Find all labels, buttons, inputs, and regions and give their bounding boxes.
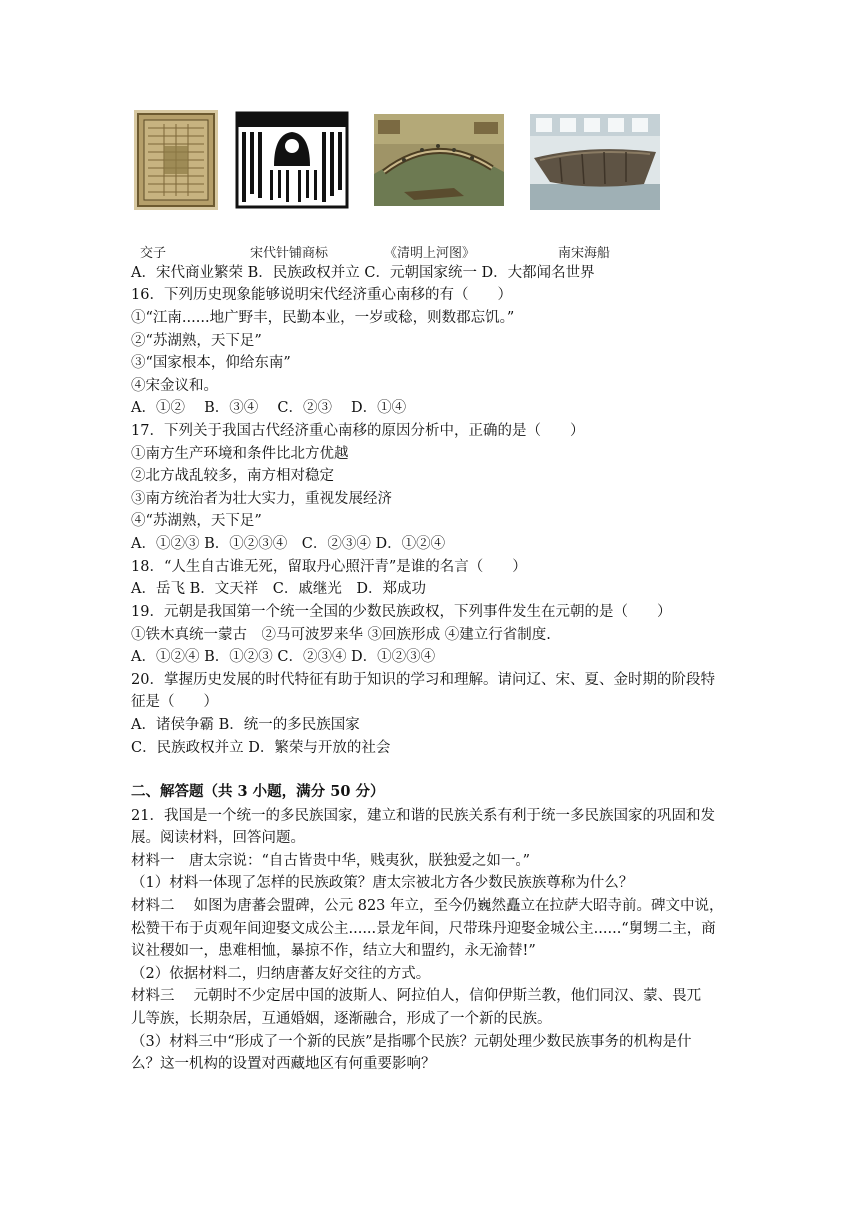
caption-qingming: 《清明上河图》: [384, 246, 476, 261]
figure-strip: [130, 110, 670, 260]
q16-options: A．①② B．③④ C．②③ D．①④: [131, 400, 407, 416]
q16-item-1: ①“江南......地广野丰，民勤本业，一岁或稔，则数郡忘饥。”: [131, 310, 515, 326]
q16-stem: 16．下列历史现象能够说明宋代经济重心南移的有（ ）: [131, 287, 512, 303]
q21-sub-3-line-2: 么？这一机构的设置对西藏地区有何重要影响？: [131, 1056, 436, 1072]
material-2-line-3: 议社稷如一，患难相恤，暴掠不作，结立大和盟约，永无渝替!”: [131, 943, 536, 959]
q21-sub-1: （1）材料一体现了怎样的民族政策？唐太宗被北方各少数民族族尊称为什么？: [131, 875, 634, 891]
needle-shop-trademark-image: [234, 110, 350, 210]
q19-stem: 19．元朝是我国第一个统一全国的少数民族政权，下列事件发生在元朝的是（ ）: [131, 604, 672, 620]
material-1: 材料一 唐太宗说：“自古皆贵中华，贱夷狄，朕独爱之如一。”: [131, 853, 531, 869]
q16-item-2: ②“苏湖熟，天下足”: [131, 333, 262, 349]
caption-needle-shop: 宋代针铺商标: [250, 246, 329, 261]
q20-stem-line-1: 20．掌握历史发展的时代特征有助于知识的学习和理解。请问辽、宋、夏、金时期的阶段特: [131, 672, 715, 688]
q18-stem: 18．“人生自古谁无死，留取丹心照汗青”是谁的名言（ ）: [131, 559, 527, 575]
caption-jiaozi: 交子: [140, 246, 167, 261]
q21-stem-line-2: 展。阅读材料，回答问题。: [131, 830, 305, 846]
q17-item-3: ③南方统治者为壮大实力，重视发展经济: [131, 491, 392, 507]
q16-item-3: ③“国家根本，仰给东南”: [131, 355, 291, 371]
material-3-line-1: 材料三 元朝时不少定居中国的波斯人、阿拉伯人，信仰伊斯兰教，他们同汉、蒙、畏兀: [131, 988, 702, 1004]
q20-options-ab: A．诸侯争霸 B．统一的多民族国家: [131, 717, 360, 733]
q15-options: A．宋代商业繁荣 B．民族政权并立 C．元朝国家统一 D．大都闻名世界: [131, 265, 595, 281]
jiaozi-image: [134, 110, 218, 210]
q21-stem-line-1: 21．我国是一个统一的多民族国家，建立和谐的民族关系有利于统一多民族国家的巩固和发: [131, 808, 715, 824]
q20-options-cd: C．民族政权并立 D．繁荣与开放的社会: [131, 740, 391, 756]
material-3-line-2: 儿等族，长期杂居，互通婚姻，逐渐融合，形成了一个新的民族。: [131, 1011, 552, 1027]
qingming-painting-image: [374, 114, 504, 206]
caption-song-ship: 南宋海船: [558, 246, 611, 261]
q16-item-4: ④宋金议和。: [131, 378, 218, 394]
q20-stem-line-2: 征是（ ）: [131, 694, 218, 710]
q17-item-4: ④“苏湖熟，天下足”: [131, 513, 262, 529]
section-heading: 二、解答题（共 3 小题，满分 50 分）: [131, 783, 385, 800]
q19-options: A．①②④ B．①②③ C．②③④ D．①②③④: [131, 649, 436, 665]
q19-items: ①铁木真统一蒙古 ②马可波罗来华 ③回族形成 ④建立行省制度.: [131, 627, 551, 643]
q17-options: A．①②③ B．①②③④ C．②③④ D．①②④: [131, 536, 446, 552]
q21-sub-3-line-1: （3）材料三中“形成了一个新的民族”是指哪个民族？元朝处理少数民族事务的机构是什: [131, 1034, 692, 1050]
song-ship-image: [530, 114, 660, 210]
q18-options: A．岳飞 B．文天祥 C．戚继光 D．郑成功: [131, 581, 426, 597]
material-2-line-1: 材料二 如图为唐蕃会盟碑，公元 823 年立，至今仍巍然矗立在拉萨大昭寺前。碑文中说，: [131, 898, 724, 914]
q17-item-2: ②北方战乱较多，南方相对稳定: [131, 468, 334, 484]
q21-sub-2: （2）依据材料二，归纳唐蕃友好交往的方式。: [131, 966, 431, 982]
q17-stem: 17．下列关于我国古代经济重心南移的原因分析中，正确的是（ ）: [131, 423, 585, 439]
material-2-line-2: 松赞干布于贞观年间迎娶文成公主......景龙年间，尺带珠丹迎娶金城公主......“舅甥二主，商: [131, 921, 716, 937]
q17-item-1: ①南方生产环境和条件比北方优越: [131, 446, 349, 462]
